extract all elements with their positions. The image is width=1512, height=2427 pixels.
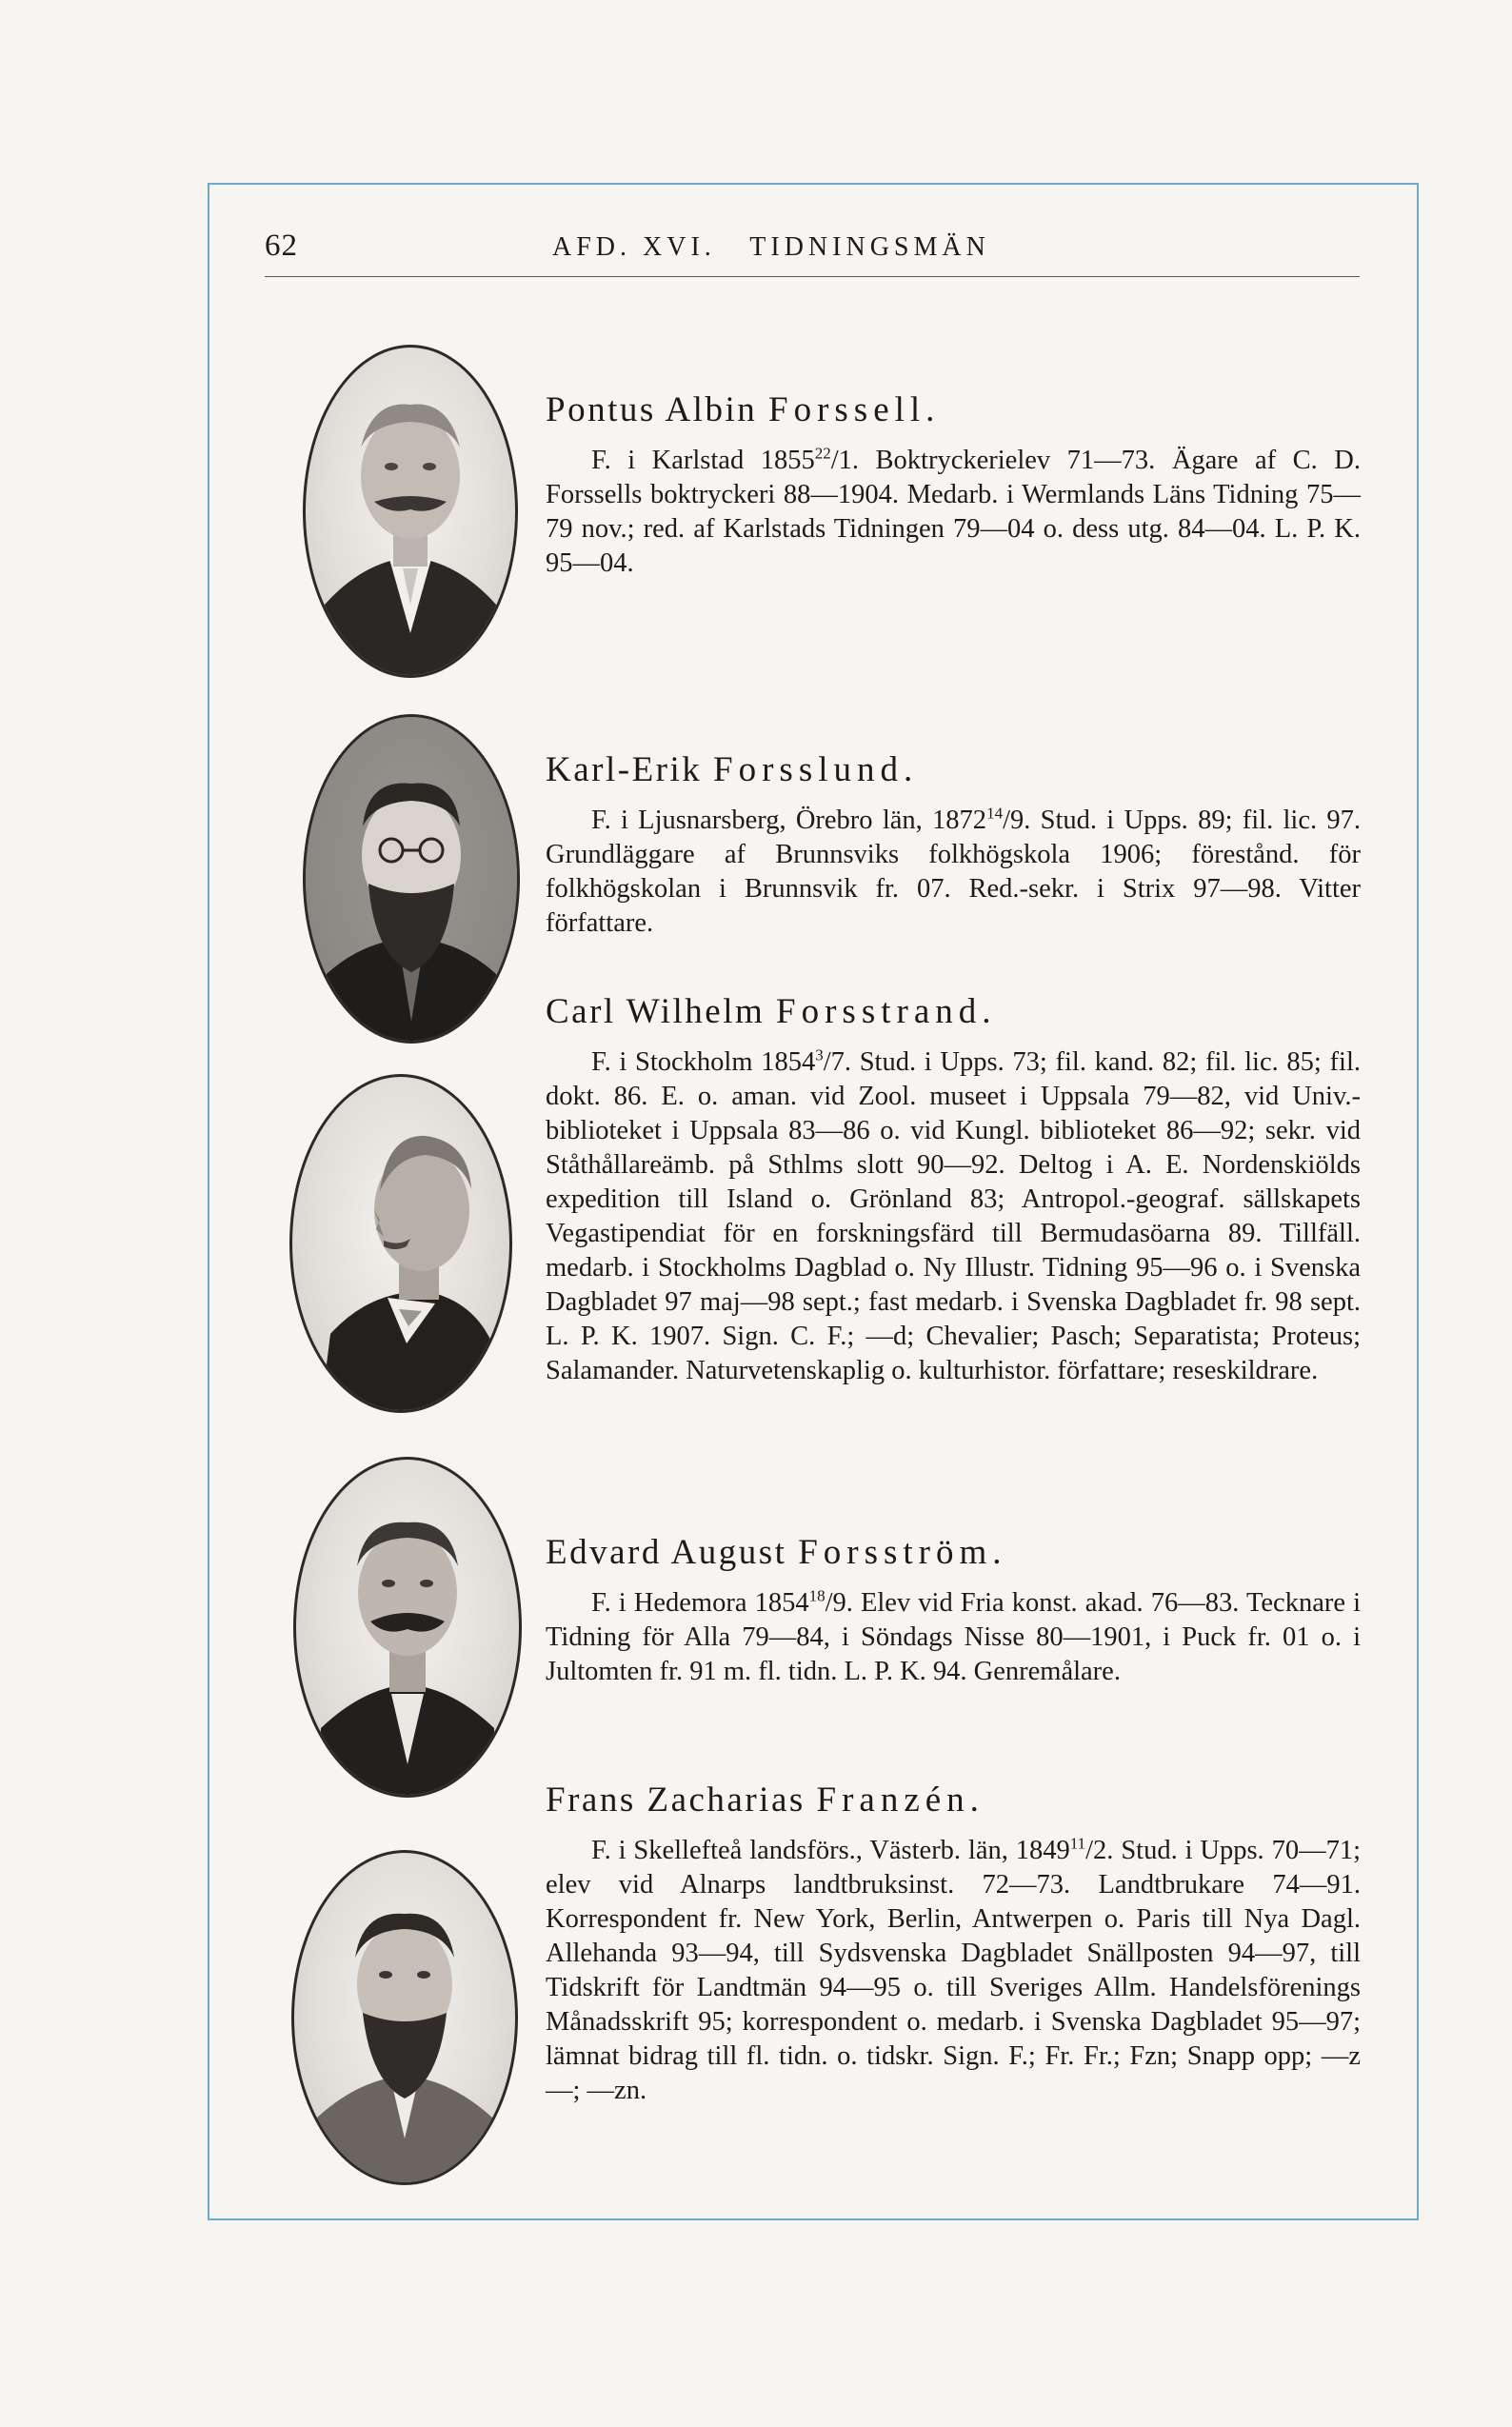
birth-day-sup: 3 <box>815 1045 824 1064</box>
text-part: /9. Stud. i Upps. 89; fil. lic. 97. Grundläggare af Brunnsviks folkhögskola 1906; förestånd. för folkhögskolan i Brunnsvik fr. 07. Red.-sekr. i Strix 97—98. Vitter författare. <box>546 806 1362 938</box>
birth-day-sup: 18 <box>808 1586 826 1605</box>
surname: Franzén. <box>816 1780 985 1820</box>
entry-pontus-forssell <box>546 388 1361 581</box>
text-part: F. i Skellefteå landsförs., Västerb. län, 1849 <box>591 1836 1070 1865</box>
entry-edvard-august-forsstrom <box>546 1531 1361 1689</box>
given-name: Carl Wilhelm <box>546 992 766 1031</box>
entry-text <box>546 1834 1361 2108</box>
text-part: F. i Karlstad 1855 <box>591 446 815 475</box>
given-name: Karl-Erik <box>546 750 703 789</box>
surname: Forsstrand. <box>776 992 997 1031</box>
entry-text <box>546 1045 1361 1388</box>
entry-text <box>546 1586 1361 1689</box>
entry-text <box>546 804 1361 941</box>
birth-day-sup: 14 <box>986 804 1004 823</box>
portrait-pontus-forssell <box>303 345 518 678</box>
entry-carl-wilhelm-forsstrand <box>546 990 1361 1388</box>
birth-day-sup: 11 <box>1069 1834 1086 1853</box>
portrait-edvard-august-forsstrom <box>293 1457 522 1798</box>
given-name: Edvard August <box>546 1533 787 1572</box>
text-part: F. i Ljusnarsberg, Örebro län, 1872 <box>591 806 987 835</box>
entry-name <box>546 1779 1361 1822</box>
entry-frans-zacharias-franzen <box>546 1779 1361 2108</box>
entry-name <box>546 1531 1361 1575</box>
entry-name <box>546 748 1361 792</box>
text-part: /9. Elev vid Fria konst. akad. 76—83. Tecknare i Tidning för Alla 79—84, i Söndags Nisse 80—1901, i Puck fr. 01 o. i Jultomten fr. 91 m. fl. tidn. L. P. K. 94. Genremålare. <box>546 1588 1361 1686</box>
text-part: /1. Boktryckerielev 71—73. Ägare af C. D. Forssells boktryckeri 88—1904. Medarb. i Wermlands Läns Tidning 75—79 nov.; red. af Karlstads Tidningen 79—04 o. dess utg. 84—04. L. P. K. 95—04. <box>546 446 1361 578</box>
entry-karl-erik-forsslund <box>546 748 1361 941</box>
text-part: F. i Hedemora 1854 <box>591 1588 809 1618</box>
entry-text <box>546 444 1361 581</box>
portrait-karl-erik-forsslund <box>303 714 520 1044</box>
portrait-carl-wilhelm-forsstrand <box>289 1074 512 1413</box>
text-part: F. i Stockholm 1854 <box>591 1047 816 1077</box>
page-header <box>265 229 1360 277</box>
entry-name <box>546 990 1361 1034</box>
entry-name <box>546 388 1361 432</box>
birth-day-sup: 22 <box>814 444 831 463</box>
text-part: /7. Stud. i Upps. 73; fil. kand. 82; fil. lic. 85; fil. dokt. 86. E. o. aman. vid Zool. museet i Uppsala 79—82, vid Univ.-biblioteket i Uppsala 83—86 o. vid Kungl. biblioteket 86—92; sekr. vid Ståthållareämb. på Sthlms slott 90—92. Deltog i A. E. Nordenskiölds expedition till Island o. Grönland 83; Antropol.-geograf. sällskapets Vegastipendiat för en forskningsfärd till Bermudasöarna 89. Tillfäll. medarb. i Stockholms Dagblad o. Ny Illustr. Tidning 95—96 o. i Svenska Dagbladet 97 maj—98 sept.; fast medarb. i Svenska Dagbladet fr. 98 sept. L. P. K. 1907. Sign. C. F.; —d; Chevalier; Pasch; Separatista; Proteus; Salamander. Naturvetenskaplig o. kulturhistor. författare; reseskildrare. <box>546 1047 1361 1385</box>
text-part: /2. Stud. i Upps. 70—71; elev vid Alnarps landtbruksinst. 72—73. Landtbrukare 74—91. Korrespondent fr. New York, Berlin, Antwerpen o. Paris till Nya Dagl. Allehanda 93—94, till Sydsvenska Dagbladet Snällposten 94—97, till Tidskrift för Landtmän 94—95 o. till Sveriges Allm. Handelsförenings Månadsskrift 95; korrespondent o. medarb. i Svenska Dagbladet 95—97; lämnat bidrag till fl. tidn. o. tidskr. Sign. F.; Fr. Fr.; Fzn; Snapp opp; —z—; —zn. <box>546 1836 1361 2105</box>
given-name: Pontus Albin <box>546 390 758 429</box>
surname: Forsslund. <box>713 750 919 789</box>
running-head: AFD. XVI. TIDNINGSMÄN <box>552 232 990 262</box>
portrait-frans-zacharias-franzen <box>291 1850 518 2185</box>
surname: Forssell. <box>768 390 941 429</box>
page-number: 62 <box>265 229 298 263</box>
given-name: Frans Zacharias <box>546 1780 806 1820</box>
surname: Forsström. <box>798 1533 1007 1572</box>
